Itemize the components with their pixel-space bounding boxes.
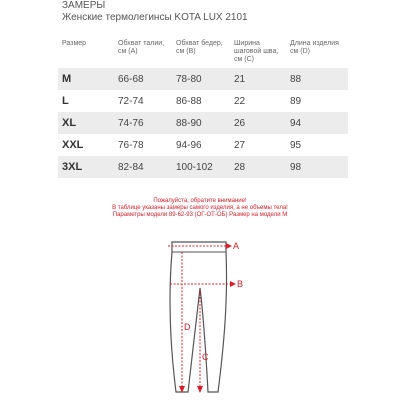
cell-waist: 66-68 bbox=[114, 68, 172, 90]
cell-hips: 78-80 bbox=[172, 68, 230, 90]
label-d: D bbox=[184, 322, 191, 332]
header-waist: Обхват талии, см (A) bbox=[118, 40, 165, 55]
cell-hips: 100-102 bbox=[172, 156, 230, 178]
cell-length: 94 bbox=[286, 112, 348, 134]
cell-hips: 94-96 bbox=[176, 139, 202, 151]
label-a: A bbox=[233, 241, 240, 251]
cell-inseam: 22 bbox=[234, 95, 246, 107]
header-size: Размер bbox=[62, 40, 87, 47]
cell-length: 95 bbox=[290, 139, 302, 151]
cell-length: 98 bbox=[286, 156, 348, 178]
note-attention: Пожалуйста, обратите внимание! bbox=[153, 198, 247, 204]
leggings-outline bbox=[170, 242, 227, 392]
header-length: Длина изделия см (D) bbox=[290, 40, 339, 55]
cell-waist: 72-74 bbox=[118, 95, 144, 107]
cell-waist: 74-76 bbox=[114, 112, 172, 134]
page-title: ЗАМЕРЫ bbox=[62, 0, 106, 11]
header-inseam: Ширина шаговой шва, см (C) bbox=[234, 40, 279, 63]
cell-inseam: 26 bbox=[230, 112, 286, 134]
arrow-a-icon bbox=[226, 243, 232, 249]
note-model-params: Параметры модели 89-62-93 (ОГ-ОТ-ОБ) Размер на модели M bbox=[112, 212, 288, 218]
cell-inseam: 27 bbox=[234, 139, 246, 151]
cell-length: 88 bbox=[286, 68, 348, 90]
cell-size: M bbox=[58, 68, 114, 90]
label-c: C bbox=[202, 352, 209, 362]
header-hips: Обхват бедер, см (B) bbox=[176, 40, 223, 55]
note-explanation: В таблице указаны замеры самого изделия, а не объемы тела! bbox=[112, 205, 288, 211]
cell-size: XXL bbox=[62, 139, 84, 151]
product-subtitle: Женские термолегинсы KOTA LUX 2101 bbox=[62, 12, 248, 23]
cell-size: XL bbox=[58, 112, 114, 134]
cell-hips: 88-90 bbox=[172, 112, 230, 134]
cell-size: L bbox=[62, 95, 69, 107]
label-b: B bbox=[237, 279, 244, 289]
cell-hips: 86-88 bbox=[176, 95, 202, 107]
cell-length: 89 bbox=[290, 95, 302, 107]
cell-inseam: 28 bbox=[230, 156, 286, 178]
arrow-c-icon bbox=[197, 386, 203, 393]
arrow-b-icon bbox=[230, 281, 236, 287]
cell-waist: 76-78 bbox=[118, 139, 144, 151]
cell-waist: 82-84 bbox=[114, 156, 172, 178]
cell-inseam: 21 bbox=[230, 68, 286, 90]
cell-size: 3XL bbox=[58, 156, 114, 178]
